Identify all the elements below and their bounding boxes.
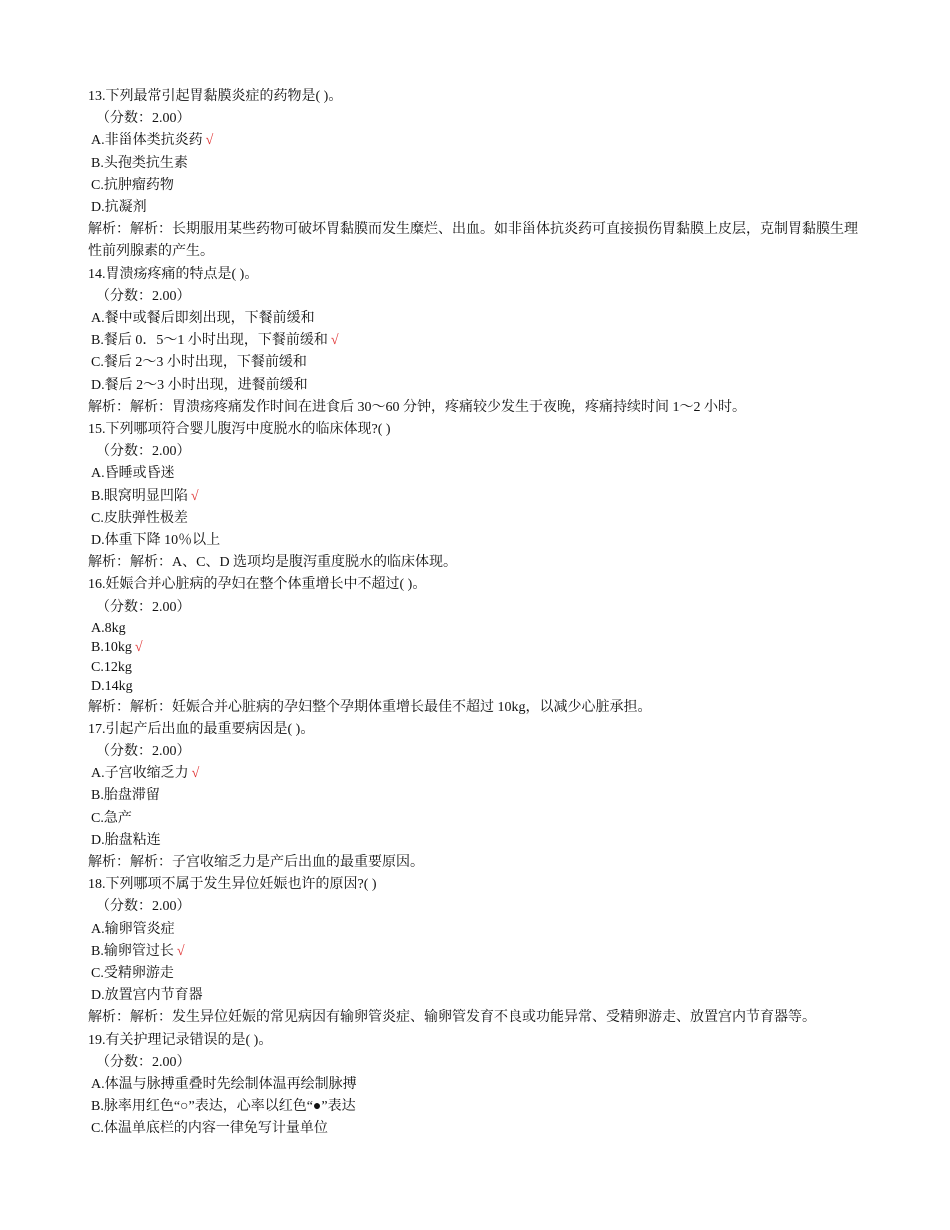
correct-check-icon: √ <box>134 640 143 656</box>
answer-option-text: D.餐后 2～3 小时出现，进餐前缓和 <box>91 377 308 393</box>
question-block <box>88 1030 868 1141</box>
answer-option <box>88 638 868 657</box>
question-analysis: 解析：解析：A、C、D 选项均是腹泻重度脱水的临床体现。 <box>88 555 458 571</box>
answer-option <box>88 352 868 374</box>
answer-option-text: C.受精卵游走 <box>91 965 174 981</box>
answer-option-text: D.抗凝剂 <box>91 200 147 216</box>
question-block <box>88 86 868 264</box>
answer-option-text: A.输卵管炎症 <box>91 921 175 937</box>
question-analysis: 解析：解析：发生异位妊娠的常见病因有输卵管炎症、输卵管发育不良或功能异常、受精卵游走、放置宫内节育器等。 <box>88 1010 816 1026</box>
question-analysis: 解析：解析：胃溃疡疼痛发作时间在进食后 30～60 分钟，疼痛较少发生于夜晚，疼痛持续时间 1～2 小时。 <box>88 399 746 415</box>
answer-option-text: C.餐后 2～3 小时出现，下餐前缓和 <box>91 355 307 371</box>
answer-option-text: C.急产 <box>91 810 132 826</box>
answer-option-text: D.体重下降 10％以上 <box>91 533 221 549</box>
question-title: 14.胃溃疡疼痛的特点是( )。 <box>88 266 259 282</box>
answer-option-text: B.头孢类抗生素 <box>91 155 188 171</box>
answer-option-text: A.昏睡或昏迷 <box>91 466 175 482</box>
question-title: 17.引起产后出血的最重要病因是( )。 <box>88 721 315 737</box>
answer-option-text: C.体温单底栏的内容一律免写计量单位 <box>91 1121 328 1137</box>
answer-option-text: B.胎盘滞留 <box>91 788 160 804</box>
question-score: （分数：2.00） <box>96 288 191 304</box>
answer-option <box>88 530 868 552</box>
question-title: 13.下列最常引起胃黏膜炎症的药物是( )。 <box>88 89 343 104</box>
correct-check-icon: √ <box>176 943 185 959</box>
answer-option-text: A.8kg <box>91 620 126 636</box>
answer-option <box>88 919 868 941</box>
question-score: （分数：2.00） <box>96 444 191 460</box>
answer-option-text: D.放置宫内节育器 <box>91 988 203 1004</box>
answer-option <box>88 985 868 1007</box>
answer-option <box>88 308 868 330</box>
question-analysis: 解析：解析：妊娠合并心脏病的孕妇整个孕期体重增长最佳不超过 10kg，以减少心脏承担。 <box>88 699 652 715</box>
question-block <box>88 264 868 419</box>
answer-option <box>88 941 868 963</box>
question-score: （分数：2.00） <box>96 599 191 615</box>
question-block <box>88 574 868 718</box>
correct-check-icon: √ <box>191 766 200 782</box>
answer-option <box>88 658 868 677</box>
question-title: 19.有关护理记录错误的是( )。 <box>88 1032 273 1048</box>
answer-option <box>88 486 868 508</box>
question-title: 16.妊娠合并心脏病的孕妇在整个体重增长中不超过( )。 <box>88 577 427 593</box>
question-score: （分数：2.00） <box>96 899 191 915</box>
answer-option-text: B.餐后 0．5～1 小时出现，下餐前缓和 <box>91 333 328 349</box>
question-analysis: 解析：解析：长期服用某些药物可破坏胃黏膜而发生糜烂、出血。如非甾体抗炎药可直接损伤胃黏膜上皮层，克制胃黏膜生理性前列腺素的产生。 <box>88 222 858 260</box>
question-analysis: 解析：解析：子宫收缩乏力是产后出血的最重要原因。 <box>88 854 424 870</box>
question-score: （分数：2.00） <box>96 1054 191 1070</box>
correct-check-icon: √ <box>330 333 339 349</box>
answer-option <box>88 508 868 530</box>
answer-option-text: D.14kg <box>91 679 133 695</box>
answer-option <box>88 375 868 397</box>
answer-option <box>88 130 868 152</box>
question-block <box>88 874 868 1029</box>
question-score: （分数：2.00） <box>96 111 191 127</box>
question-score: （分数：2.00） <box>96 743 191 759</box>
answer-option-text: B.输卵管过长 <box>91 943 174 959</box>
answer-option-text: A.体温与脉搏重叠时先绘制体温再绘制脉搏 <box>91 1076 357 1092</box>
answer-option <box>88 677 868 696</box>
answer-option-text: D.胎盘粘连 <box>91 832 161 848</box>
question-block <box>88 719 868 874</box>
correct-check-icon: √ <box>205 133 214 149</box>
answer-option <box>88 830 868 852</box>
answer-option-text: B.脉率用红色“○”表达，心率以红色“●”表达 <box>91 1099 356 1115</box>
answer-option <box>88 1118 868 1140</box>
answer-option <box>88 330 868 352</box>
answer-option <box>88 175 868 197</box>
answer-option <box>88 763 868 785</box>
answer-option-text: C.皮肤弹性极差 <box>91 510 188 526</box>
answer-option-text: C.12kg <box>91 659 132 675</box>
question-title: 18.下列哪项不属于发生异位妊娠也许的原因?( ) <box>88 877 377 893</box>
answer-option <box>88 1074 868 1096</box>
answer-option <box>88 153 868 175</box>
question-block <box>88 419 868 574</box>
answer-option <box>88 808 868 830</box>
answer-option <box>88 463 868 485</box>
answer-option <box>88 963 868 985</box>
document-body <box>88 86 868 1141</box>
answer-option <box>88 1096 868 1118</box>
answer-option-text: A.非甾体类抗炎药 <box>91 133 203 149</box>
answer-option <box>88 785 868 807</box>
question-title: 15.下列哪项符合婴儿腹泻中度脱水的临床体现?( ) <box>88 422 391 438</box>
answer-option <box>88 197 868 219</box>
answer-option-text: B.眼窝明显凹陷 <box>91 488 188 504</box>
answer-option-text: A.子宫收缩乏力 <box>91 766 189 782</box>
answer-option-text: B.10kg <box>91 640 132 656</box>
answer-option-text: C.抗肿瘤药物 <box>91 177 174 193</box>
correct-check-icon: √ <box>190 488 199 504</box>
answer-option <box>88 619 868 638</box>
answer-option-text: A.餐中或餐后即刻出现，下餐前缓和 <box>91 311 315 327</box>
